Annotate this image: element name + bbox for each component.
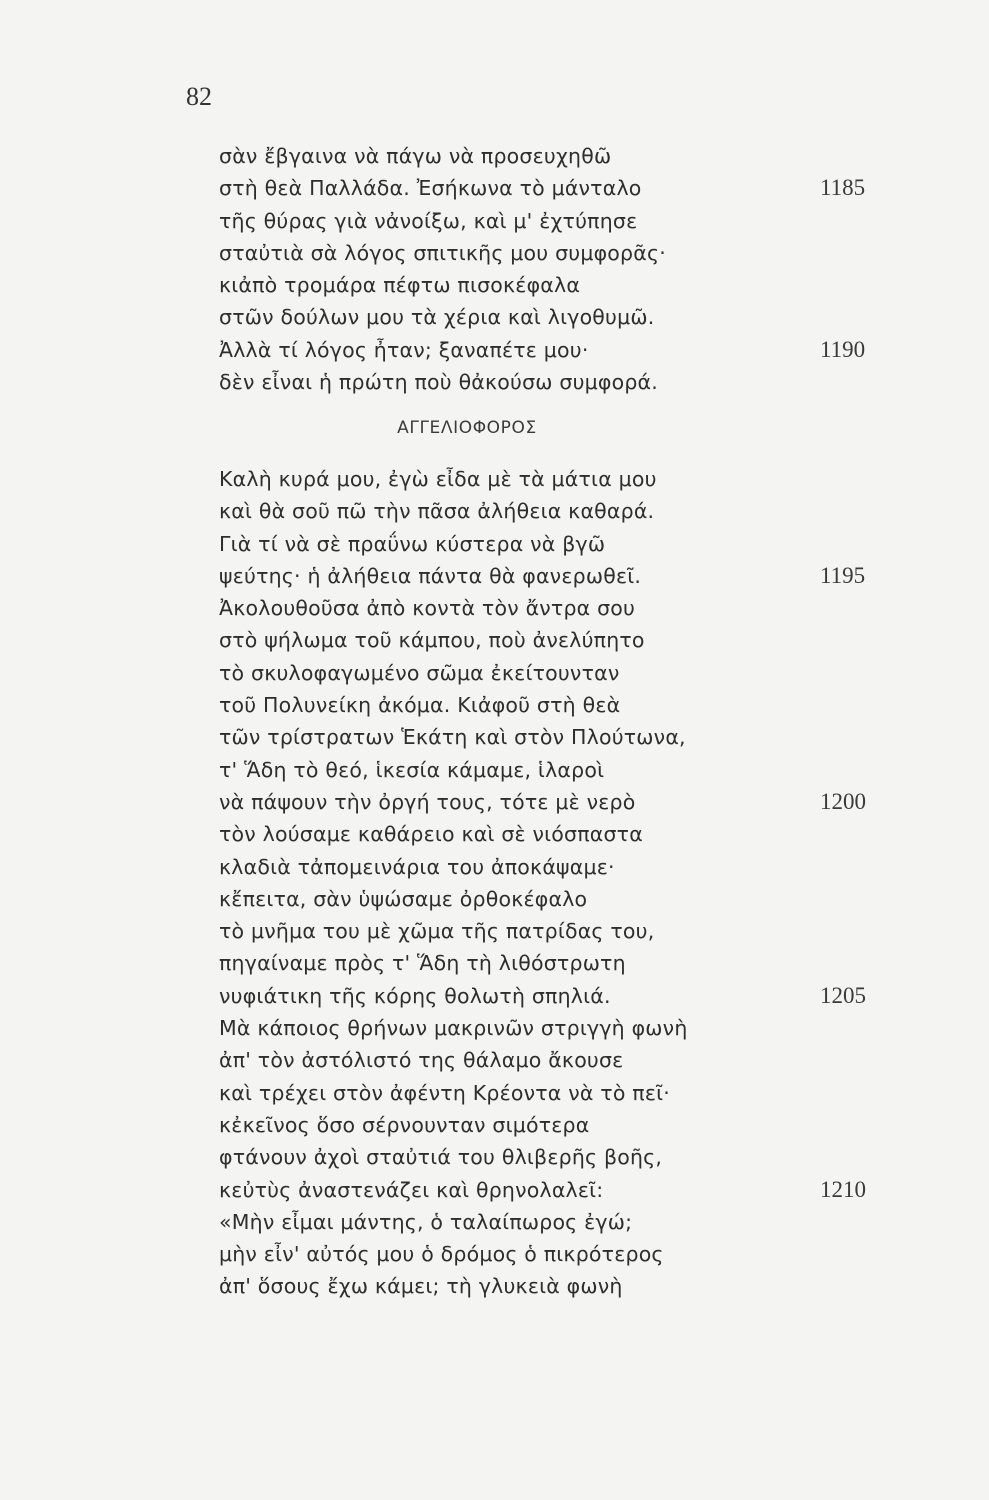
verse-line (219, 786, 879, 818)
verse-line (219, 754, 879, 786)
verse-line (219, 721, 879, 753)
verse-text: δὲν εἶναι ἡ πρώτη ποὺ θἀκούσω συμφορά. (219, 370, 658, 395)
verse-line (219, 689, 879, 721)
page-number: 82 (186, 82, 212, 111)
verse-line (219, 560, 879, 592)
line-number: 1205 (820, 982, 866, 1008)
verse-line (219, 1270, 879, 1302)
verse-text: κἔπειτα, σὰν ὑψώσαμε ὀρθοκέφαλο (219, 886, 588, 911)
verse-line (219, 495, 879, 527)
verse-line (219, 1012, 879, 1044)
verse-text: νὰ πάψουν τὴν ὀργή τους, τότε μὲ νερὸ (219, 789, 636, 814)
verse-text: Καλὴ κυρά μου, ἐγὼ εἶδα μὲ τὰ μάτια μου (219, 467, 657, 491)
verse-block-first (219, 140, 879, 398)
verse-line (219, 463, 879, 495)
verse-line (219, 1077, 879, 1109)
verse-line (219, 592, 879, 624)
verse-line (219, 980, 879, 1012)
verse-text: κεὐτὺς ἀναστενάζει καὶ θρηνολαλεῖ: (219, 1177, 604, 1202)
verse-block-second (219, 463, 879, 1303)
verse-text: ψεύτης· ἡ ἀλήθεια πάντα θὰ φανερωθεῖ. (219, 563, 642, 588)
verse-line (219, 301, 879, 333)
verse-text: κιἀπὸ τρομάρα πέφτω πισοκέφαλα (219, 273, 581, 298)
verse-text: τὸν λούσαμε καθάρειο καὶ σὲ νιόσπαστα (219, 822, 643, 847)
verse-text: στῶν δούλων μου τὰ χέρια καὶ λιγοθυμῶ. (219, 305, 655, 330)
line-number: 1195 (820, 562, 866, 588)
verse-text: Μὰ κάποιος θρήνων μακρινῶν στριγγὴ φωνὴ (219, 1016, 688, 1041)
verse-line (219, 1174, 879, 1206)
verse-text: νυφιάτικη τῆς κόρης θολωτὴ σπηλιά. (219, 983, 611, 1008)
verse-text: τῶν τρίστρατων Ἑκάτη καὶ στὸν Πλούτωνα, (219, 725, 686, 750)
verse-line (219, 237, 879, 269)
verse-line (219, 1206, 879, 1238)
speaker-heading: ΑΓΓΕΛΙΟΦΟΡΟΣ (397, 418, 537, 438)
line-number: 1185 (820, 175, 866, 201)
verse-line (219, 140, 879, 172)
line-number: 1200 (820, 788, 866, 814)
verse-line (219, 1141, 879, 1173)
verse-text: σταὐτιὰ σὰ λόγος σπιτικῆς μου συμφορᾶς· (219, 240, 666, 265)
verse-line (219, 1044, 879, 1076)
verse-text: τῆς θύρας γιὰ νἀνοίξω, καὶ μ' ἐχτύπησε (219, 208, 638, 233)
verse-line (219, 269, 879, 301)
verse-line (219, 657, 879, 689)
verse-line (219, 624, 879, 656)
verse-text: τὸ μνῆμα του μὲ χῶμα τῆς πατρίδας του, (219, 919, 655, 944)
verse-line (219, 1238, 879, 1270)
verse-text: ἀπ' ὅσους ἔχω κάμει; τὴ γλυκειὰ φωνὴ (219, 1274, 623, 1299)
verse-text: μὴν εἶν' αὐτός μου ὁ δρόμος ὁ πικρότερος (219, 1242, 664, 1267)
verse-line (219, 915, 879, 947)
verse-text: Ἀκολουθοῦσα ἀπὸ κοντὰ τὸν ἄντρα σου (219, 596, 636, 621)
verse-text: ἀπ' τὸν ἀστόλιστό της θάλαμο ἄκουσε (219, 1048, 624, 1073)
verse-text: Γιὰ τί νὰ σὲ πραΰνω κύστερα νὰ βγῶ (219, 531, 606, 556)
verse-line (219, 818, 879, 850)
verse-line (219, 334, 879, 366)
line-number: 1210 (820, 1176, 866, 1202)
verse-line (219, 172, 879, 204)
verse-text: τοῦ Πολυνείκη ἀκόμα. Κιἀφοῦ στὴ θεὰ (219, 693, 621, 718)
verse-line (219, 851, 879, 883)
verse-text: φτάνουν ἀχοὶ σταὐτιά του θλιβερῆς βοῆς, (219, 1145, 663, 1170)
verse-text: σὰν ἔβγαινα νὰ πάγω νὰ προσευχηθῶ (219, 144, 612, 168)
verse-line (219, 947, 879, 979)
verse-text: καὶ τρέχει στὸν ἀφέντη Κρέοντα νὰ τὸ πεῖ· (219, 1080, 670, 1105)
verse-line (219, 883, 879, 915)
verse-line (219, 1109, 879, 1141)
verse-text: πηγαίναμε πρὸς τ' Ἅδη τὴ λιθόστρωτη (219, 951, 626, 976)
verse-line (219, 528, 879, 560)
verse-text: τὸ σκυλοφαγωμένο σῶμα ἐκείτουνταν (219, 660, 620, 685)
line-number: 1190 (820, 336, 866, 362)
verse-text: κἐκεῖνος ὅσο σέρνουνταν σιμότερα (219, 1112, 590, 1137)
verse-text: «Μὴν εἶμαι μάντης, ὁ ταλαίπωρος ἐγώ; (219, 1209, 633, 1234)
verse-text: στὴ θεὰ Παλλάδα. Ἐσήκωνα τὸ μάνταλο (219, 176, 642, 201)
verse-text: καὶ θὰ σοῦ πῶ τὴν πᾶσα ἀλήθεια καθαρά. (219, 499, 655, 524)
verse-text: στὸ ψήλωμα τοῦ κάμπου, ποὺ ἀνελύπητο (219, 628, 645, 653)
verse-text: τ' Ἅδη τὸ θεό, ἱκεσία κάμαμε, ἱλαροὶ (219, 757, 605, 782)
verse-line (219, 205, 879, 237)
verse-text: κλαδιὰ τἀπομεινάρια του ἀποκάψαμε· (219, 854, 615, 879)
verse-text: Ἀλλὰ τί λόγος ἦταν; ξαναπέτε μου· (219, 337, 589, 362)
verse-line (219, 366, 879, 398)
